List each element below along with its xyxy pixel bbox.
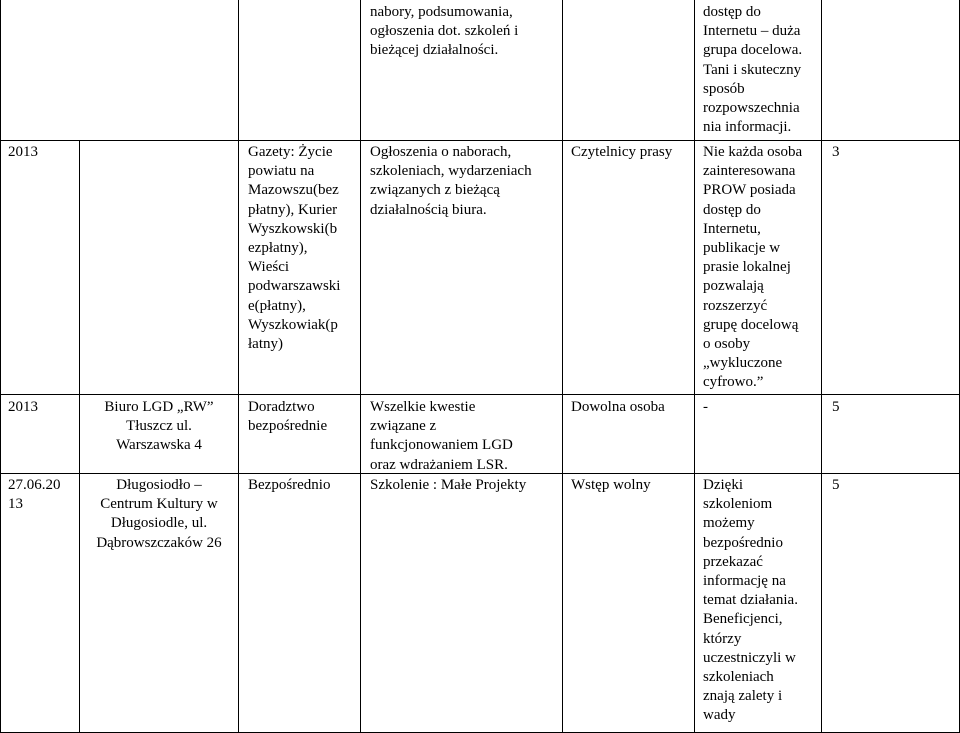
cell-r3-channel: Bezpośrednio [248, 477, 331, 493]
cell-r1-date: 2013 [8, 144, 38, 160]
cell-r1-justification: Nie każda osoba zainteresowana PROW posiada dostęp do Internetu, publikacje w prasie lokalnej pozwalają rozszerzyć grupę docelową o osoby „wykluczone cyfrowo.” [703, 144, 803, 391]
cell-r1-channel: Gazety: Życie powiatu na Mazowszu(bez płatny), Kurier Wyszkowski(b ezpłatny), Wieści podwarszawski e(płatny), Wyszkowiak(p łatny) [248, 144, 341, 353]
cell-r2-date: 2013 [8, 399, 38, 415]
cell-r2-target-group: Dowolna osoba [571, 399, 665, 415]
cell-r2-rating: 5 [832, 399, 840, 415]
cell-r1-rating: 3 [832, 144, 840, 160]
cell-r3-justification: Dzięki szkoleniom możemy bezpośrednio przekazać informację na temat działania. Beneficjenci, którzy uczestniczyli w szkoleniach znają zalety i wady [703, 477, 798, 724]
cell-r2-justification: - [703, 399, 708, 415]
cell-r1-description: Ogłoszenia o naborach, szkoleniach, wydarzeniach związanych z bieżącą działalnością biura. [370, 144, 532, 218]
cell-r0-justification: dostęp do Internetu – duża grupa docelowa. Tani i skuteczny sposób rozpowszechnia nia informacji. [703, 4, 803, 136]
cell-r3-rating: 5 [832, 477, 840, 493]
cell-r3-place: Długosiodło – Centrum Kultury w Długosiodle, ul. Dąbrowszczaków 26 [96, 477, 222, 551]
cell-r3-target-group: Wstęp wolny [571, 477, 651, 493]
cell-r3-date: 27.06.20 13 [8, 477, 61, 513]
cell-r2-channel: Doradztwo bezpośrednie [248, 399, 328, 435]
cell-r2-description: Wszelkie kwestie związane z funkcjonowaniem LGD oraz wdrażaniem LSR. [370, 399, 513, 473]
cell-r0-description: nabory, podsumowania, ogłoszenia dot. szkoleń i bieżącej działalności. [370, 4, 519, 59]
cell-r1-target-group: Czytelnicy prasy [571, 144, 673, 160]
cell-r3-description: Szkolenie : Małe Projekty [370, 477, 527, 493]
cell-r2-place: Biuro LGD „RW” Tłuszcz ul. Warszawska 4 [104, 399, 214, 454]
